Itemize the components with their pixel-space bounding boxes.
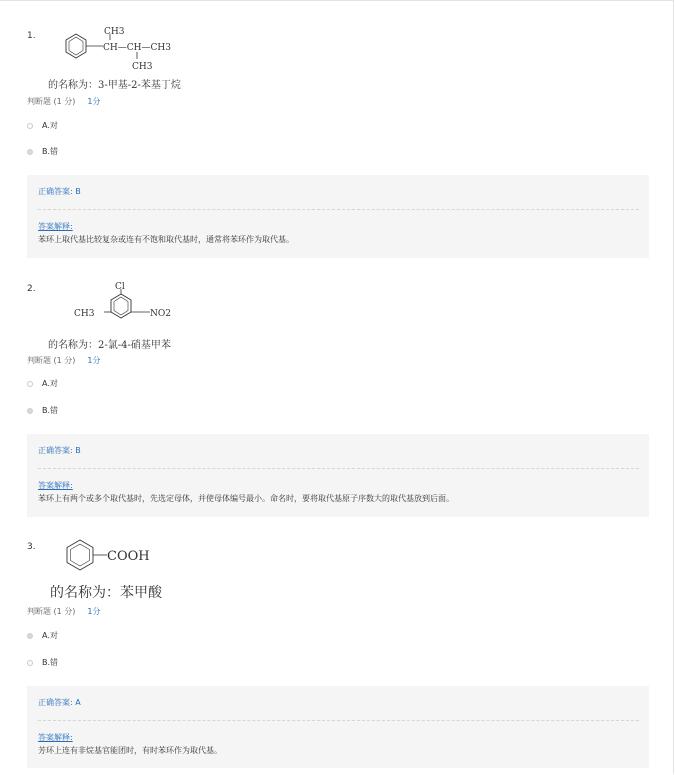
divider bbox=[38, 209, 639, 210]
option-label: B.错 bbox=[42, 658, 59, 667]
question-stem bbox=[48, 76, 181, 91]
structure-image bbox=[58, 22, 198, 77]
radio-selected-icon[interactable] bbox=[27, 408, 33, 414]
option-label: B.错 bbox=[42, 147, 59, 156]
cooh-label: COOH bbox=[107, 549, 150, 564]
stem-prefix: 的名称为： bbox=[50, 585, 120, 601]
correct-answer: 正确答案: B bbox=[38, 446, 81, 455]
option-b[interactable] bbox=[27, 657, 58, 668]
correct-answer: 正确答案: B bbox=[38, 187, 81, 196]
option-label: A.对 bbox=[42, 121, 58, 130]
option-label: A.对 bbox=[42, 631, 58, 640]
option-a[interactable] bbox=[27, 378, 58, 389]
cl-label: Cl bbox=[115, 282, 125, 292]
question-stem bbox=[50, 582, 162, 602]
stem-prefix: 的名称为： bbox=[48, 340, 98, 351]
explanation-text: 苯环上有两个或多个取代基时，先选定母体，并使母体编号最小。命名时，要将取代基原子序数大的取代基放到后面。 bbox=[38, 494, 454, 503]
option-b[interactable] bbox=[27, 405, 58, 416]
radio-icon[interactable] bbox=[27, 660, 33, 666]
question-meta bbox=[27, 96, 101, 107]
radio-icon[interactable] bbox=[27, 381, 33, 387]
stem-prefix: 的名称为： bbox=[48, 80, 98, 91]
question-score: 1分 bbox=[87, 97, 101, 106]
question-score: 1分 bbox=[87, 607, 101, 616]
question-meta bbox=[27, 606, 101, 617]
explanation-label: 答案解释: bbox=[38, 733, 73, 742]
option-b[interactable] bbox=[27, 146, 58, 157]
question-type: 判断题 (1 分) bbox=[27, 607, 76, 616]
ch3-label: CH3 bbox=[74, 309, 95, 319]
answer-panel bbox=[27, 175, 649, 258]
question-number: 2. bbox=[27, 284, 36, 294]
stem-name: 苯甲酸 bbox=[120, 585, 162, 601]
structure-image bbox=[74, 280, 194, 332]
no2-label: NO2 bbox=[150, 309, 171, 319]
ch3-top-label: CH3 bbox=[104, 27, 125, 37]
explanation-label: 答案解释: bbox=[38, 222, 73, 231]
radio-selected-icon[interactable] bbox=[27, 633, 33, 639]
question-number: 3. bbox=[27, 542, 36, 552]
stem-name: 3-甲基-2-苯基丁烷 bbox=[98, 80, 181, 91]
option-label: A.对 bbox=[42, 379, 58, 388]
option-a[interactable] bbox=[27, 120, 58, 131]
question-type: 判断题 (1 分) bbox=[27, 97, 76, 106]
divider bbox=[38, 720, 639, 721]
chain-label: CH—CH—CH3 bbox=[103, 43, 171, 53]
radio-selected-icon[interactable] bbox=[27, 149, 33, 155]
radio-icon[interactable] bbox=[27, 123, 33, 129]
stem-name: 2-氯-4-硝基甲苯 bbox=[98, 340, 171, 351]
correct-answer: 正确答案: A bbox=[38, 698, 81, 707]
structure-image bbox=[60, 536, 170, 576]
explanation-text: 芳环上连有非烷基官能团时，有时苯环作为取代基。 bbox=[38, 746, 222, 755]
question-score: 1分 bbox=[87, 356, 101, 365]
ch3-bottom-label: CH3 bbox=[132, 62, 153, 72]
answer-panel bbox=[27, 686, 649, 768]
question-number: 1. bbox=[27, 31, 36, 41]
question-stem bbox=[48, 336, 171, 351]
divider bbox=[38, 468, 639, 469]
explanation-label: 答案解释: bbox=[38, 481, 73, 490]
explanation-text: 苯环上取代基比较复杂或连有不饱和取代基时，通常将苯环作为取代基。 bbox=[38, 235, 294, 244]
option-label: B.错 bbox=[42, 406, 59, 415]
question-meta bbox=[27, 355, 101, 366]
option-a[interactable] bbox=[27, 630, 58, 641]
question-type: 判断题 (1 分) bbox=[27, 356, 76, 365]
answer-panel bbox=[27, 434, 649, 517]
